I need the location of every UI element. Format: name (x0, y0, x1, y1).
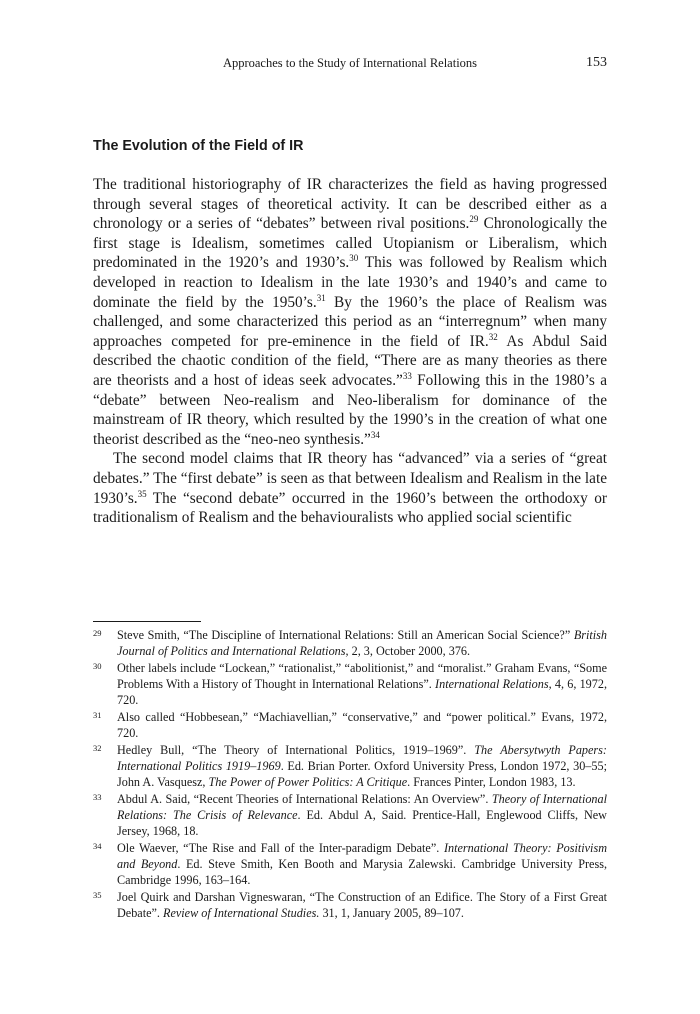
footnote-number: 34 (93, 841, 102, 851)
footnote-title-italic: International Theory: Positivism and Beyond (117, 841, 607, 871)
footnote-text-run: . Ed. Abdul A, Said. Prentice-Hall, Englewood Cliffs, New Jersey, 1968, 18. (117, 808, 607, 838)
footnote-text-run: Ole Waever, “The Rise and Fall of the Inter-paradigm Debate”. (117, 841, 444, 855)
footnote-text-run: . Ed. Steve Smith, Ken Booth and Marysia Zalewski. Cambridge University Press, Cambridge 1996, 163–164. (117, 857, 607, 887)
footnote-title-italic: Review of International Studies. (163, 906, 320, 920)
footnote-text-run: Joel Quirk and Darshan Vigneswaran, “The Construction of an Edifice. The Story of a First Great Debate”. (117, 890, 607, 920)
body-paragraph (93, 175, 607, 449)
footnote-number: 33 (93, 792, 102, 802)
footnote-31 (93, 709, 607, 741)
footnote-number: 29 (93, 628, 102, 638)
page-number: 153 (586, 55, 607, 70)
footnote-text (117, 840, 607, 888)
body-text (93, 175, 607, 528)
footnote-title-italic: British Journal of Politics and International Relations, (117, 628, 607, 658)
footnote-reference: 35 (137, 488, 147, 499)
footnote-text (117, 791, 607, 839)
footnote-text-run: Hedley Bull, “The Theory of International Politics, 1919–1969”. (117, 743, 475, 757)
footnote-34 (93, 840, 607, 888)
footnote-text (117, 660, 607, 708)
footnote-text (117, 889, 607, 921)
body-text-run: Following this in the 1980’s a “debate” between Neo-realism and Neo-liberalism for dominance of the mainstream of IR theory, which resulted by the 1990’s in the creation of what one theorist described as the “neo-neo synthesis.” (93, 371, 607, 448)
footnote-text-run: Abdul A. Said, “Recent Theories of International Relations: An Overview”. (117, 792, 492, 806)
footnote-text-run: Other labels include “Lockean,” “rationalist,” “abolitionist,” and “moralist.” Graham Evans, “Some Problems With a History of Thought in International Relations”. (117, 661, 607, 691)
body-text-run: Chronologically the first stage is Idealism, sometimes called Utopianism or Liberalism, which predominated in the 1920’s and 1930’s. (93, 215, 607, 272)
footnote-text-run: 2, 3, October 2000, 376. (348, 644, 471, 658)
footnote-32 (93, 742, 607, 790)
footnote-33 (93, 791, 607, 839)
footnote-number: 35 (93, 890, 102, 900)
footnote-title-italic: The Abersytwyth Papers: International Politics 1919–1969 (117, 743, 607, 773)
footnote-text-run: . Ed. Brian Porter. Oxford University Press, London 1972, 30–55; John A. Vasquesz, (117, 759, 607, 789)
footnote-title-italic: The Power of Power Politics: A Critique (208, 775, 408, 789)
footnote-text-run: 31, 1, January 2005, 89–107. (319, 906, 464, 920)
footnote-separator (93, 621, 201, 622)
footnote-35 (93, 889, 607, 921)
body-paragraph (93, 449, 607, 527)
footnote-text (117, 627, 607, 659)
footnote-text-run: Steve Smith, “The Discipline of International Relations: Still an American Social Science?” (117, 628, 574, 642)
footnote-30 (93, 660, 607, 708)
footnote-text-run: Also called “Hobbesean,” “Machiavellian,” “conservative,” and “power political.” Evans, 1972, 720. (117, 710, 607, 740)
footnote-reference: 31 (316, 292, 326, 303)
footnote-reference: 30 (349, 253, 359, 264)
footnote-reference: 34 (370, 429, 380, 440)
footnote-number: 31 (93, 710, 102, 720)
footnote-29 (93, 627, 607, 659)
footnote-reference: 32 (488, 331, 498, 342)
body-text-run: This was followed by Realism which developed in reaction to Idealism in the late 1930’s and 1940’s and came to dominate the field by the 1950’s. (93, 254, 607, 311)
section-title: The Evolution of the Field of IR (93, 138, 304, 154)
footnote-reference: 33 (402, 370, 412, 381)
body-text-run: By the 1960’s the place of Realism was challenged, and some characterized this period as an “interregnum” when many approaches competed for pre-eminence in the field of IR. (93, 293, 607, 350)
footnote-number: 32 (93, 743, 102, 753)
footnote-number: 30 (93, 661, 102, 671)
body-text-run: As Abdul Said described the chaotic condition of the field, “There are as many theories as there are theorists and a host of ideas seek advocates.” (93, 332, 607, 389)
footnote-title-italic: Theory of International Relations: The Crisis of Relevance (117, 792, 607, 822)
body-text-run: The second model claims that IR theory has “advanced” via a series of “great debates.” The “first debate” is seen as that between Idealism and Realism in the late 1930’s. (93, 450, 607, 507)
footnote-text-run: . Frances Pinter, London 1983, 13. (407, 775, 576, 789)
footnote-text (117, 742, 607, 790)
footnote-text-run: 4, 6, 1972, 720. (117, 677, 608, 707)
footnotes-section (93, 627, 607, 922)
footnote-reference: 29 (469, 214, 479, 225)
body-text-run: The “second debate” occurred in the 1960’s between the orthodoxy or traditionalism of Realism and the behaviouralists who applied social scientific (93, 489, 607, 527)
footnote-text (117, 709, 607, 741)
body-text-run: The traditional historiography of IR characterizes the field as having progressed through several stages of theoretical activity. It can be described either as a chronology or a series of “debates” between rival positions. (93, 176, 607, 233)
running-header-title: Approaches to the Study of International Relations (222, 56, 478, 70)
footnote-title-italic: International Relations, (435, 677, 552, 691)
